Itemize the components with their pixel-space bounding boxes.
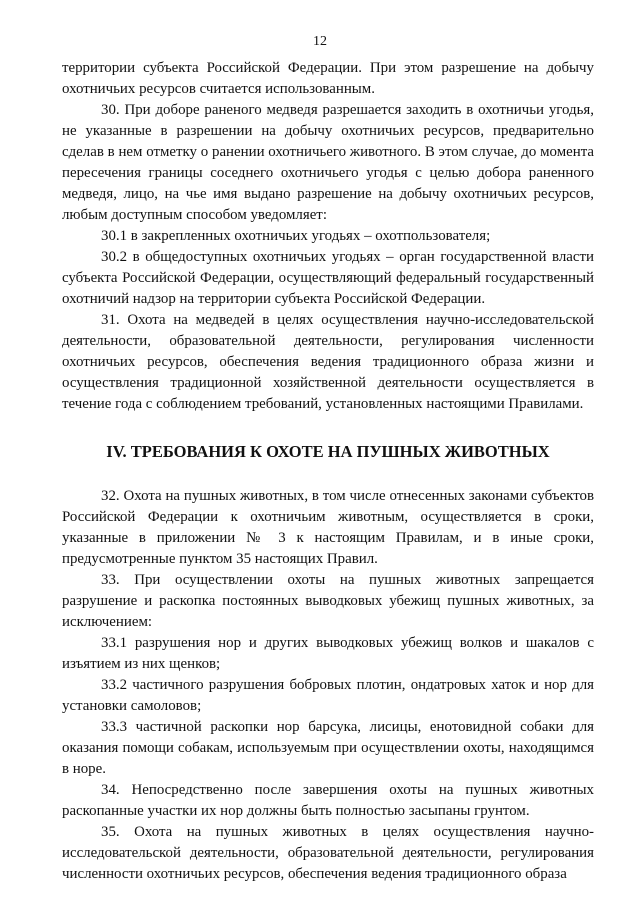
paragraph: 33.1 разрушения нор и других выводковых убежищ волков и шакалов с изъятием из них щенков; xyxy=(62,635,594,672)
paragraph: 34. Непосредственно после завершения охоты на пушных животных раскопанные участки их нор должны быть полностью засыпаны грунтом. xyxy=(62,782,594,819)
paragraph: 33. При осуществлении охоты на пушных животных запрещается разрушение и раскопка постоянных выводковых убежищ пушных животных, за исключением: xyxy=(62,572,594,630)
paragraph: 33.3 частичной раскопки нор барсука, лисицы, енотовидной собаки для оказания помощи собакам, используемым при осуществлении охоты, находящимся в норе. xyxy=(62,719,594,777)
paragraph: 31. Охота на медведей в целях осуществления научно-исследовательской деятельности, образовательной деятельности, регулирования численности охотничьих ресурсов, обеспечения ведения традиционного образа жизни и осуществления традиционной хозяйственной деятельности осуществляется в течение года с соблюдением требований, установленных настоящими Правилами. xyxy=(62,312,594,412)
paragraph: 30.2 в общедоступных охотничьих угодьях – орган государственной власти субъекта Российской Федерации, осуществляющий федеральный государственный охотничий надзор на территории субъекта Российской Федерации. xyxy=(62,249,594,307)
section-heading: IV. ТРЕБОВАНИЯ К ОХОТЕ НА ПУШНЫХ ЖИВОТНЫХ xyxy=(106,442,550,461)
document-body xyxy=(62,58,594,885)
paragraph: 30.1 в закрепленных охотничьих угодьях – охотпользователя; xyxy=(101,228,491,244)
page-number: 12 xyxy=(313,34,327,49)
paragraph: 30. При доборе раненого медведя разрешается заходить в охотничьи угодья, не указанные в разрешении на добычу охотничьих ресурсов, предварительно сделав в нем отметку о ранении охотничьего животного. В этом случае, до момента пересечения границы соседнего охотничьего угодья с целью добора раненного медведя, лицо, на чье имя выдано разрешение на добычу охотничьих ресурсов, любым доступным способом уведомляет: xyxy=(62,102,594,223)
paragraph: территории субъекта Российской Федерации. При этом разрешение на добычу охотничьих ресурсов считается использованным. xyxy=(62,60,594,97)
paragraphs-before-heading xyxy=(62,58,594,415)
paragraph: 35. Охота на пушных животных в целях осуществления научно-исследовательской деятельности, образовательной деятельности, регулирования численности охотничьих ресурсов, обеспечения ведения традиционного образа xyxy=(62,824,594,882)
paragraph: 32. Охота на пушных животных, в том числе отнесенных законами субъектов Российской Федерации к охотничьим животным, осуществляется в сроки, указанные в приложении № 3 к настоящим Правилам, и в иные сроки, предусмотренные пунктом 35 настоящих Правил. xyxy=(62,488,594,567)
paragraphs-after-heading xyxy=(62,486,594,885)
paragraph: 33.2 частичного разрушения бобровых плотин, ондатровых хаток и нор для установки самоловов; xyxy=(62,677,594,714)
